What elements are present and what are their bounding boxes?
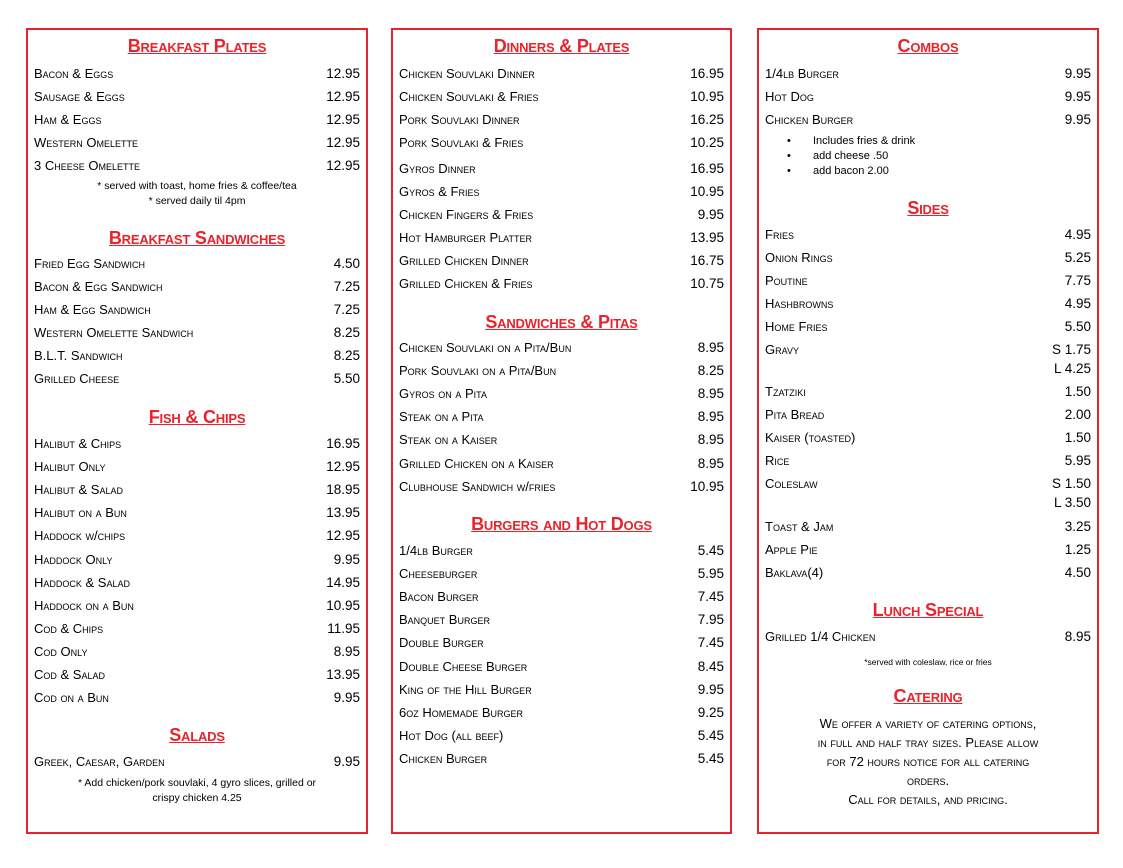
- menu-item-name: Kaiser (toasted): [765, 430, 856, 445]
- section-title-burgers: Burgers and Hot Dogs: [471, 514, 652, 534]
- menu-item-name: Chicken Souvlaki on a Pita/Bun: [399, 340, 572, 355]
- menu-item: [393, 276, 730, 296]
- menu-item-price: 9.95: [333, 690, 360, 706]
- menu-item: [28, 256, 366, 276]
- menu-item: [759, 342, 1097, 376]
- menu-item-price: 7.45: [697, 589, 724, 605]
- menu-item-price: 8.95: [697, 386, 724, 402]
- menu-item-name: Haddock & Salad: [34, 574, 130, 590]
- menu-item-price: 9.95: [333, 551, 360, 567]
- menu-item-price: 12.95: [326, 135, 360, 150]
- menu-item-name: Pork Souvlaki Dinner: [399, 112, 520, 127]
- menu-item-name: Chicken Souvlaki & Fries: [399, 89, 539, 104]
- menu-item: [28, 667, 366, 687]
- combo-note: • add bacon 2.00: [787, 165, 889, 177]
- menu-item-name: Gyros on a Pita: [399, 386, 487, 402]
- menu-item: [393, 112, 730, 132]
- menu-item: [759, 319, 1097, 339]
- menu-item: [28, 158, 366, 178]
- menu-item-price: 8.95: [697, 455, 724, 471]
- menu-item: [393, 612, 730, 632]
- menu-item-price: 5.45: [697, 750, 724, 766]
- menu-item-price: 7.75: [1064, 273, 1091, 288]
- menu-item-price: 9.95: [697, 681, 724, 697]
- menu-item: [28, 436, 366, 456]
- menu-item: [393, 135, 730, 155]
- menu-item-name: Halibut & Salad: [34, 482, 123, 498]
- menu-item-name: 1/4lb Burger: [765, 66, 839, 81]
- menu-item: [393, 479, 730, 499]
- menu-item-name: Cod on a Bun: [34, 690, 109, 706]
- menu-item: [393, 230, 730, 250]
- menu-item: [759, 66, 1097, 86]
- menu-item-price: 11.95: [327, 620, 360, 636]
- salads-note-2: crispy chicken 4.25: [152, 792, 242, 804]
- section-title-breakfast-sandwiches: Breakfast Sandwiches: [108, 228, 286, 248]
- catering-line: orders.: [906, 773, 950, 788]
- menu-item-name: Home Fries: [765, 319, 828, 334]
- menu-column-1: [26, 28, 368, 834]
- menu-item-name: Chicken Burger: [765, 112, 854, 127]
- menu-item: [28, 348, 366, 368]
- menu-item-name: Steak on a Kaiser: [399, 432, 498, 448]
- menu-item-name: Fries: [765, 227, 794, 242]
- menu-item-price: 9.95: [333, 754, 360, 769]
- menu-item: [28, 371, 366, 391]
- combo-notes: [759, 134, 915, 179]
- menu-item: [28, 575, 366, 595]
- menu-item-name: Pita Bread: [765, 407, 825, 422]
- menu-item-price: 16.25: [690, 112, 724, 127]
- menu-item: [393, 66, 730, 86]
- menu-item-name: Gyros & Fries: [399, 184, 480, 199]
- menu-item: [28, 459, 366, 479]
- lunch-note: *served with coleslaw, rice or fries: [864, 657, 992, 667]
- catering-line: Call for details, and pricing.: [848, 792, 1008, 807]
- menu-item-price: 4.50: [1064, 565, 1091, 580]
- menu-item-name: Apple Pie: [765, 542, 818, 557]
- menu-item-name: Onion Rings: [765, 250, 833, 265]
- menu-item: [28, 754, 366, 774]
- menu-item: [759, 296, 1097, 316]
- menu-item-price: 8.25: [333, 325, 360, 340]
- menu-item: [393, 659, 730, 679]
- menu-item: [28, 552, 366, 572]
- menu-item-price: 8.25: [697, 363, 724, 379]
- menu-item-price-large: L 3.50: [1053, 495, 1091, 510]
- menu-item-price: 10.95: [690, 184, 724, 199]
- combo-note: • Includes fries & drink: [787, 135, 916, 147]
- menu-item-price: 8.95: [697, 340, 724, 355]
- menu-item-price: 8.95: [333, 643, 360, 659]
- menu-item-name: Pork Souvlaki on a Pita/Bun: [399, 363, 557, 379]
- menu-item: [393, 705, 730, 725]
- menu-item: [759, 384, 1097, 404]
- menu-item-price: 9.95: [1064, 112, 1091, 127]
- menu-item: [393, 386, 730, 406]
- menu-item-name: Tzatziki: [765, 384, 806, 399]
- menu-item-price-large: L 4.25: [1053, 361, 1091, 376]
- combo-note: • add cheese .50: [787, 150, 889, 162]
- menu-item-name: Baklava(4): [765, 565, 824, 580]
- menu-item: [759, 112, 1097, 132]
- menu-item-price: 8.95: [697, 409, 724, 425]
- menu-item-name: Cod & Chips: [34, 620, 104, 636]
- menu-item-name: Pork Souvlaki & Fries: [399, 135, 524, 150]
- menu-item-price: 8.25: [333, 348, 360, 363]
- menu-item-price: 18.95: [326, 482, 360, 498]
- menu-item-name: Western Omelette Sandwich: [34, 325, 194, 340]
- menu-item-name: Sausage & Eggs: [34, 89, 125, 104]
- menu-item-price: 3.25: [1064, 519, 1091, 534]
- section-title-sandwiches-pitas: Sandwiches & Pitas: [485, 312, 638, 332]
- menu-item-price: 4.95: [1064, 296, 1091, 311]
- menu-item-name: Double Burger: [399, 635, 484, 651]
- menu-item-name: Halibut Only: [34, 459, 106, 475]
- menu-item-name: Haddock on a Bun: [34, 597, 134, 613]
- menu-item-price: 12.95: [326, 459, 360, 475]
- menu-item-name: Toast & Jam: [765, 519, 834, 534]
- menu-item: [759, 227, 1097, 247]
- menu-item: [28, 66, 366, 86]
- menu-item-name: Cheeseburger: [399, 566, 478, 582]
- menu-item: [28, 279, 366, 299]
- menu-item: [393, 635, 730, 655]
- menu-item-name: Chicken Burger: [399, 750, 488, 766]
- salads-note-1: * Add chicken/pork souvlaki, 4 gyro slices, grilled or: [77, 777, 317, 789]
- menu-item-price: 9.25: [697, 704, 724, 720]
- menu-item-price: 9.95: [1064, 66, 1091, 81]
- breakfast-note-1: * served with toast, home fries & coffee/tea: [97, 180, 297, 192]
- menu-item-price: 12.95: [326, 112, 360, 127]
- menu-item-name: Banquet Burger: [399, 612, 490, 628]
- menu-item-name: Bacon Burger: [399, 589, 479, 605]
- menu-item-price: 5.45: [697, 727, 724, 743]
- menu-item-price: 12.95: [326, 528, 360, 544]
- section-title-fish-chips: Fish & Chips: [148, 407, 246, 427]
- section-title-sides: Sides: [907, 198, 949, 218]
- menu-item-price: 10.25: [690, 135, 724, 150]
- menu-column-3: [757, 28, 1099, 834]
- menu-item-name: Grilled Chicken Dinner: [399, 253, 529, 268]
- menu-item: [759, 430, 1097, 450]
- menu-item: [393, 363, 730, 383]
- menu-item: [393, 432, 730, 452]
- menu-item-name: Chicken Souvlaki Dinner: [399, 66, 535, 81]
- menu-item-name: Haddock w/chips: [34, 528, 126, 544]
- menu-item: [393, 566, 730, 586]
- menu-item-name: B.L.T. Sandwich: [34, 348, 123, 363]
- menu-item-name: Coleslaw: [765, 476, 818, 491]
- catering-text: [759, 714, 1097, 809]
- menu-item: [28, 135, 366, 155]
- menu-item-name: King of the Hill Burger: [399, 681, 532, 697]
- menu-item-price: 4.50: [333, 256, 360, 271]
- menu-item-name: Gyros Dinner: [399, 161, 476, 176]
- menu-item-price: 13.95: [690, 230, 724, 245]
- menu-item-name: Clubhouse Sandwich w/fries: [399, 478, 556, 494]
- menu-item: [393, 589, 730, 609]
- menu-item-price: 16.95: [690, 161, 724, 176]
- menu-item-name: Double Cheese Burger: [399, 658, 528, 674]
- menu-item: [759, 542, 1097, 562]
- menu-item: [28, 482, 366, 502]
- menu-item-price: S 1.50: [1051, 476, 1091, 491]
- menu-item-name: Bacon & Egg Sandwich: [34, 279, 163, 294]
- menu-item-price: 10.75: [690, 276, 724, 291]
- menu-item-price: 16.95: [326, 436, 360, 451]
- menu-item: [393, 89, 730, 109]
- menu-item: [393, 682, 730, 702]
- menu-item-price: 7.25: [333, 279, 360, 294]
- menu-item-price: 5.50: [1064, 319, 1091, 334]
- breakfast-note-2: * served daily til 4pm: [148, 195, 246, 207]
- menu-item: [759, 407, 1097, 427]
- menu-item-price: 7.25: [333, 302, 360, 317]
- menu-item-price: 12.95: [326, 89, 360, 104]
- catering-line: We offer a variety of catering options,: [819, 716, 1037, 731]
- menu-item-name: Hot Dog: [765, 89, 814, 104]
- menu-item-name: 6oz Homemade Burger: [399, 704, 524, 720]
- menu-item-name: Western Omelette: [34, 135, 139, 150]
- menu-item-price: 7.95: [697, 612, 724, 628]
- menu-item-price: 9.95: [1064, 89, 1091, 104]
- menu-item-name: Greek, Caesar, Garden: [34, 754, 165, 769]
- menu-item-price: 5.95: [697, 566, 724, 582]
- menu-item-price: 8.45: [697, 658, 724, 674]
- menu-item-name: 3 Cheese Omelette: [34, 158, 140, 173]
- menu-item-price: 1.50: [1064, 384, 1091, 399]
- menu-item: [28, 302, 366, 322]
- menu-item: [28, 598, 366, 618]
- menu-item-price: 9.95: [697, 207, 724, 222]
- menu-item: [393, 543, 730, 563]
- menu-column-2: [391, 28, 732, 834]
- menu-item-price: 8.95: [1064, 629, 1091, 644]
- catering-line: for 72 hours notice for all catering: [826, 754, 1030, 769]
- menu-item: [393, 184, 730, 204]
- menu-item: [759, 629, 1097, 649]
- menu-item: [393, 456, 730, 476]
- menu-item-name: Grilled 1/4 Chicken: [765, 629, 876, 644]
- menu-item-name: Cod Only: [34, 643, 88, 659]
- menu-item-name: Grilled Chicken & Fries: [399, 276, 533, 291]
- menu-item-name: Fried Egg Sandwich: [34, 256, 146, 271]
- menu-item: [393, 207, 730, 227]
- section-title-combos: Combos: [897, 36, 959, 56]
- menu-item-name: Chicken Fingers & Fries: [399, 207, 534, 222]
- menu-item-price: 14.95: [326, 574, 360, 590]
- menu-item-price: 13.95: [326, 505, 360, 521]
- menu-item-price: 4.95: [1064, 227, 1091, 242]
- menu-item: [28, 89, 366, 109]
- menu-item-price: 5.45: [697, 543, 724, 558]
- menu-item: [759, 565, 1097, 585]
- menu-item-price: 5.50: [333, 371, 360, 386]
- menu-item-price: 5.95: [1064, 453, 1091, 468]
- menu-item: [28, 690, 366, 710]
- menu-item: [393, 253, 730, 273]
- menu-item: [28, 621, 366, 641]
- menu-item-name: Hot Hamburger Platter: [399, 230, 533, 245]
- menu-item-price: 1.50: [1064, 430, 1091, 445]
- menu-item-name: Grilled Cheese: [34, 371, 120, 386]
- menu-item-name: Steak on a Pita: [399, 409, 484, 425]
- menu-item: [759, 519, 1097, 539]
- menu-item: [759, 89, 1097, 109]
- menu-item-name: Halibut & Chips: [34, 436, 122, 451]
- menu-item-name: Haddock Only: [34, 551, 113, 567]
- menu-item-price: 5.25: [1064, 250, 1091, 265]
- menu-item: [393, 409, 730, 429]
- menu-item: [28, 505, 366, 525]
- menu-item: [393, 728, 730, 748]
- menu-item: [759, 453, 1097, 473]
- menu-item-name: Ham & Egg Sandwich: [34, 302, 151, 317]
- menu-item-price: 12.95: [326, 66, 360, 81]
- menu-item: [759, 476, 1097, 510]
- menu-item: [28, 528, 366, 548]
- menu-item: [28, 325, 366, 345]
- menu-item-price: 13.95: [326, 667, 360, 682]
- menu-item-name: Halibut on a Bun: [34, 505, 127, 521]
- menu-item-name: Gravy: [765, 342, 799, 357]
- menu-item-price: 8.95: [697, 432, 724, 448]
- menu-item-price: 10.95: [690, 89, 724, 104]
- menu-item-price: 16.95: [690, 66, 724, 81]
- menu-item: [393, 340, 730, 360]
- menu-item-price: 16.75: [690, 253, 724, 268]
- menu-item-name: Hot Dog (all beef): [399, 727, 504, 743]
- menu-item-price: 10.95: [326, 597, 360, 613]
- menu-item: [393, 161, 730, 181]
- menu-item-name: Ham & Eggs: [34, 112, 102, 127]
- menu-item-price: 10.95: [690, 478, 724, 494]
- menu-item-name: 1/4lb Burger: [399, 543, 473, 558]
- menu-item-price: 12.95: [326, 158, 360, 173]
- menu-item-name: Grilled Chicken on a Kaiser: [399, 455, 554, 471]
- menu-item-price: S 1.75: [1051, 342, 1091, 357]
- section-title-salads: Salads: [169, 725, 225, 745]
- section-title-breakfast-plates: Breakfast Plates: [127, 36, 267, 56]
- menu-item-name: Poutine: [765, 273, 808, 288]
- menu-item: [28, 644, 366, 664]
- menu-item: [28, 112, 366, 132]
- catering-line: in full and half tray sizes. Please allow: [817, 735, 1039, 750]
- menu-item-name: Hashbrowns: [765, 296, 834, 311]
- menu-item-name: Rice: [765, 453, 790, 468]
- menu-item: [759, 250, 1097, 270]
- menu-item-price: 2.00: [1064, 407, 1091, 422]
- menu-item-name: Bacon & Eggs: [34, 66, 114, 81]
- section-title-catering: Catering: [893, 686, 963, 706]
- menu-item: [759, 273, 1097, 293]
- menu-item-price: 7.45: [697, 635, 724, 651]
- section-title-lunch-special: Lunch Special: [872, 600, 984, 620]
- section-title-dinners: Dinners & Plates: [493, 36, 630, 56]
- menu-item: [393, 751, 730, 771]
- menu-item-price: 1.25: [1064, 542, 1091, 557]
- menu-item-name: Cod & Salad: [34, 667, 105, 682]
